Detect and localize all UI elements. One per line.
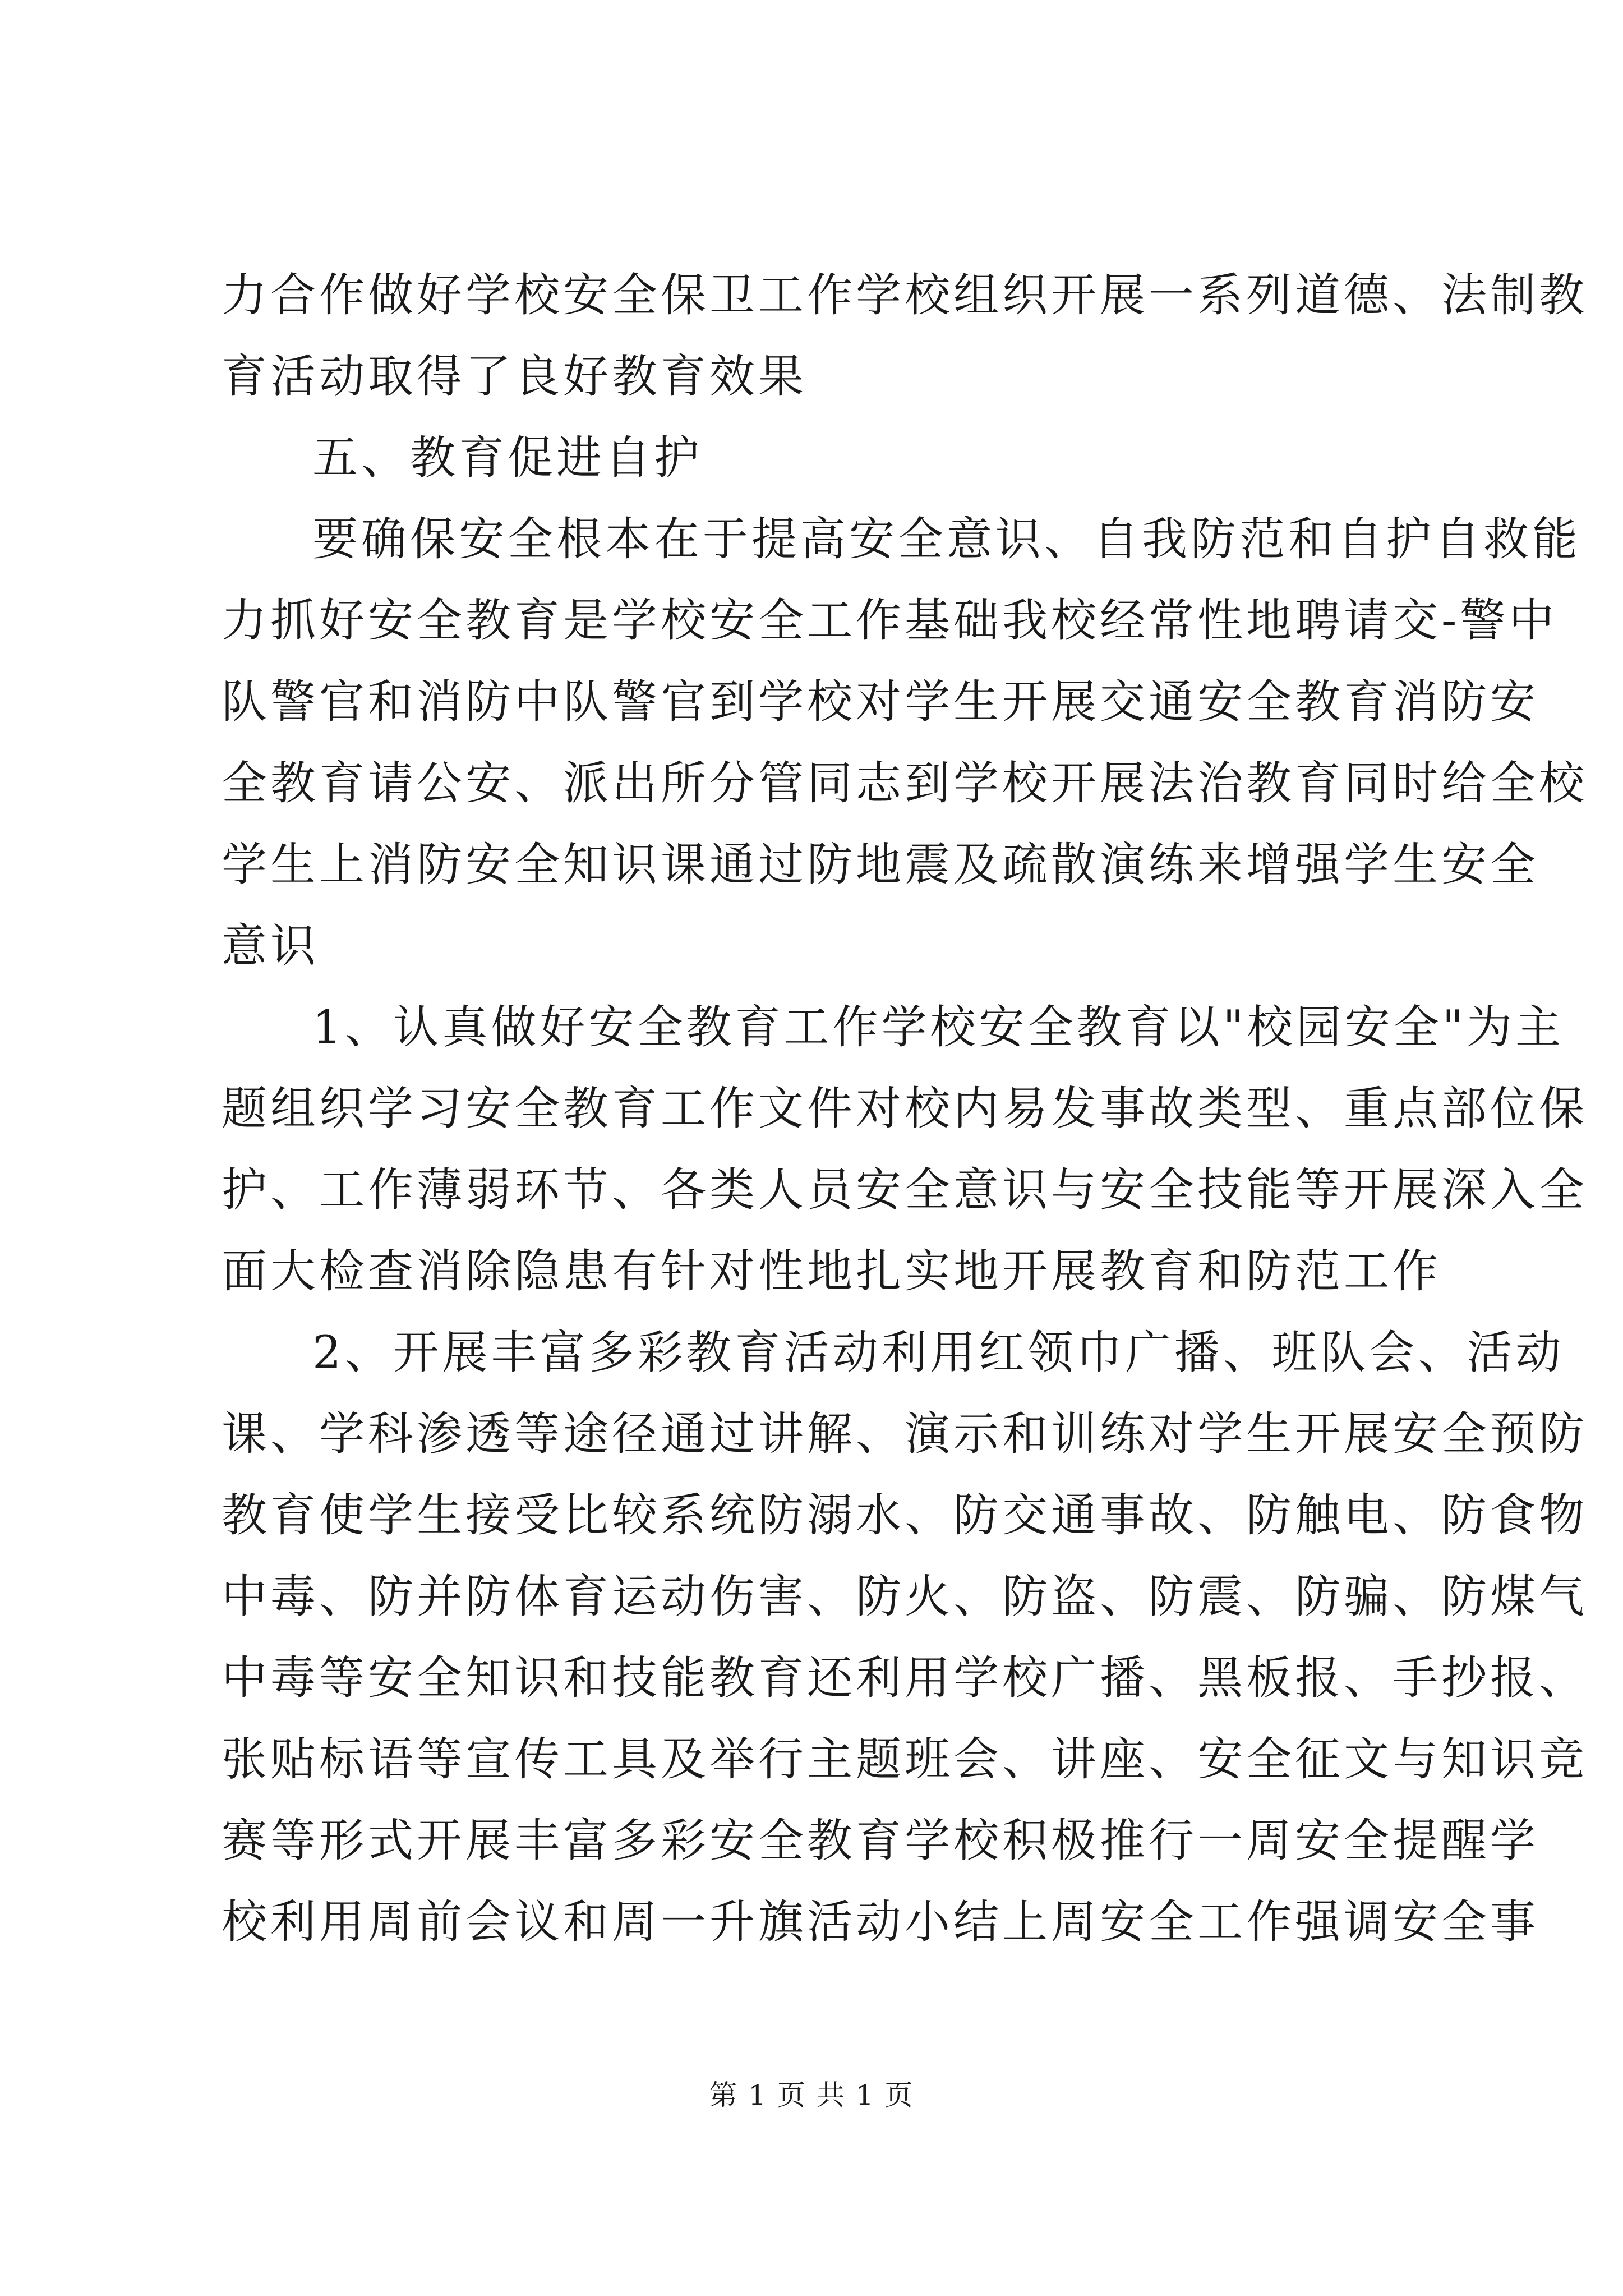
body-line: 2、开展丰富多彩教育活动利用红领巾广播、班队会、活动	[312, 1327, 1565, 1379]
body-line: 育活动取得了良好教育效果	[222, 351, 808, 403]
body-line: 队警官和消防中队警官到学校对学生开展交通安全教育消防安	[222, 676, 1539, 729]
section-heading: 五、教育促进自护	[312, 432, 703, 485]
document-body	[222, 255, 1588, 1963]
body-line: 张贴标语等宣传工具及举行主题班会、讲座、安全征文与知识竞	[222, 1733, 1588, 1786]
body-line: 赛等形式开展丰富多彩安全教育学校积极推行一周安全提醒学	[222, 1815, 1539, 1867]
body-line: 护、工作薄弱环节、各类人员安全意识与安全技能等开展深入全	[222, 1164, 1588, 1217]
body-line: 全教育请公安、派出所分管同志到学校开展法治教育同时给全校	[222, 757, 1588, 810]
page-number: 第 1 页 共 1 页	[709, 2079, 914, 2111]
body-line: 中毒、防并防体育运动伤害、防火、防盗、防震、防骗、防煤气	[222, 1571, 1588, 1623]
page-footer	[0, 2078, 1623, 2112]
body-line: 题组织学习安全教育工作文件对校内易发事故类型、重点部位保	[222, 1083, 1588, 1135]
body-line: 力抓好安全教育是学校安全工作基础我校经常性地聘请交-警中	[222, 595, 1558, 647]
body-line: 学生上消防安全知识课通过防地震及疏散演练来增强学生安全	[222, 839, 1539, 891]
body-line: 意识	[222, 920, 320, 973]
body-line: 面大检查消除隐患有针对性地扎实地开展教育和防范工作	[222, 1245, 1442, 1298]
body-line: 1、认真做好安全教育工作学校安全教育以"校园安全"为主	[312, 1001, 1565, 1054]
body-line: 力合作做好学校安全保卫工作学校组织开展一系列道德、法制教	[222, 269, 1588, 322]
body-line: 课、学科渗透等途径通过讲解、演示和训练对学生开展安全预防	[222, 1408, 1588, 1461]
body-line: 教育使学生接受比较系统防溺水、防交通事故、防触电、防食物	[222, 1489, 1588, 1542]
body-line: 要确保安全根本在于提高安全意识、自我防范和自护自救能	[312, 513, 1581, 566]
body-line: 校利用周前会议和周一升旗活动小结上周安全工作强调安全事	[222, 1896, 1539, 1949]
body-line: 中毒等安全知识和技能教育还利用学校广播、黑板报、手抄报、	[222, 1652, 1588, 1705]
